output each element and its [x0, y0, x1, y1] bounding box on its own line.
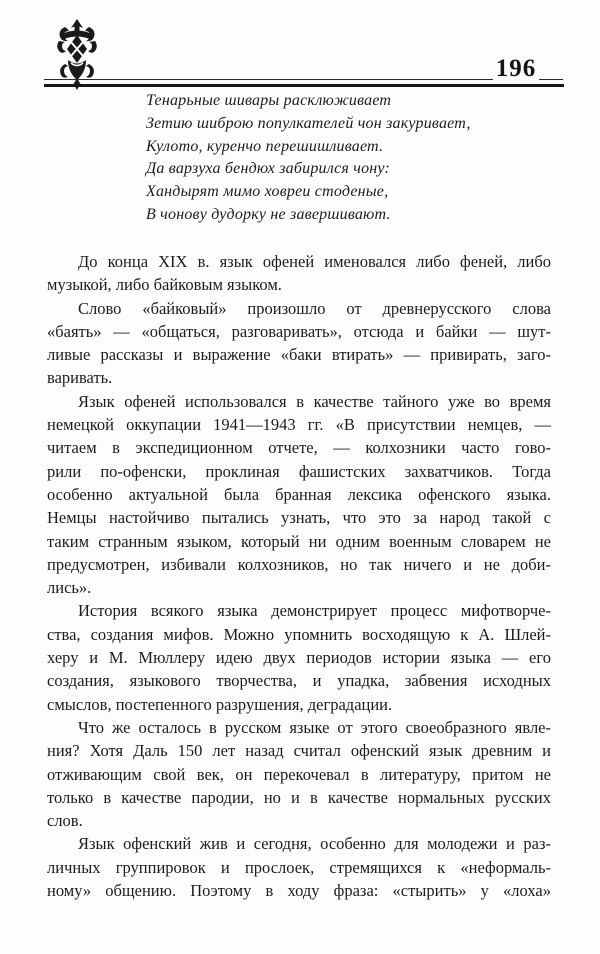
verse-line: Зетию шиброю популкателей чон закуривает,	[146, 114, 471, 132]
verse-line: Кулото, куренчо перешишливает.	[146, 137, 384, 155]
body-line: личных группировок и прослоек, стремящихся к «неформаль-	[47, 857, 551, 877]
body-line: Слово «байковый» произошло от древнерусского слова	[78, 298, 551, 318]
body-line: Язык офенский жив и сегодня, особенно для молодежи и раз-	[78, 834, 551, 854]
verse-line: Да варзуха бендюх забирился чону:	[146, 160, 391, 178]
verse-line: Тенарьные шивары расклюживает	[146, 92, 392, 109]
body-line: варивать.	[47, 368, 113, 388]
ornament-icon	[53, 19, 101, 91]
body-line: отживающим свой век, он перекочевал в литературу, притом не	[47, 764, 551, 784]
body-line: лись».	[47, 578, 92, 598]
body-line: Что же осталось в русском языке от этого своеобразного явле-	[78, 717, 551, 737]
body-line: читаем в экспедиционном отчете, — колхозники часто гово-	[47, 438, 551, 458]
body-line: ливые рассказы и выражение «баки втирать» — привирать, заго-	[47, 345, 551, 365]
body-line: музыкой, либо байковым языком.	[47, 275, 282, 295]
body-line: «баять» — «общаться, разговаривать», отсюда и байки — шут-	[47, 321, 551, 341]
body-line: ния? Хотя Даль 150 лет назад считал офенский язык древним и	[47, 741, 551, 761]
body-line: смыслов, постепенного разрушения, деградации.	[47, 694, 393, 714]
body-line: Немцы настойчиво пытались узнать, что это за народ такой с	[47, 508, 551, 528]
body-line: херу и М. Мюллеру идею двух периодов истории языка — его	[47, 648, 551, 668]
verse-line: В чонову дудорку не завершивают.	[146, 205, 391, 223]
body-line: ства, создания мифов. Можно упомнить восходящую к А. Шлей-	[47, 624, 551, 644]
body-line: таким странным языком, который ни одним военным словарем не	[47, 531, 551, 551]
verse-line: Хандырят мимо ховреи стоденые,	[146, 183, 389, 201]
body-line: История всякого языка демонстрирует процесс мифотворче-	[78, 601, 551, 621]
header-rule-thick	[44, 84, 564, 87]
body-line: слов.	[47, 811, 83, 831]
page-number: 196	[495, 55, 537, 82]
body-line: особенно актуальной была бранная лексика офенского языка.	[47, 484, 551, 504]
body-line: рили по-офенски, проклиная фашистских захватчиков. Тогда	[47, 461, 551, 481]
body-line: ному» общению. Поэтому в ходу фраза: «стырить» у «лоха»	[47, 881, 551, 901]
body-text	[47, 250, 551, 902]
body-line: предусмотрен, избивали колхозников, но так ничего и не доби-	[47, 554, 551, 574]
body-line: немецкой оккупации 1941—1943 гг. «В присутствии немцев, —	[47, 415, 551, 435]
body-line: только в качестве пародии, но и в качестве нормальных русских	[47, 787, 551, 807]
body-line: создания, языкового творчества, и упадка, забвения исходных	[47, 671, 551, 691]
body-line: Язык офеней использовался в качестве тайного уже во время	[78, 391, 551, 411]
header-rule-thin	[44, 79, 493, 80]
header-rule-dash	[539, 79, 563, 80]
body-line: До конца XIX в. язык офеней именовался либо феней, либо	[78, 252, 551, 271]
verse-block	[146, 90, 546, 227]
